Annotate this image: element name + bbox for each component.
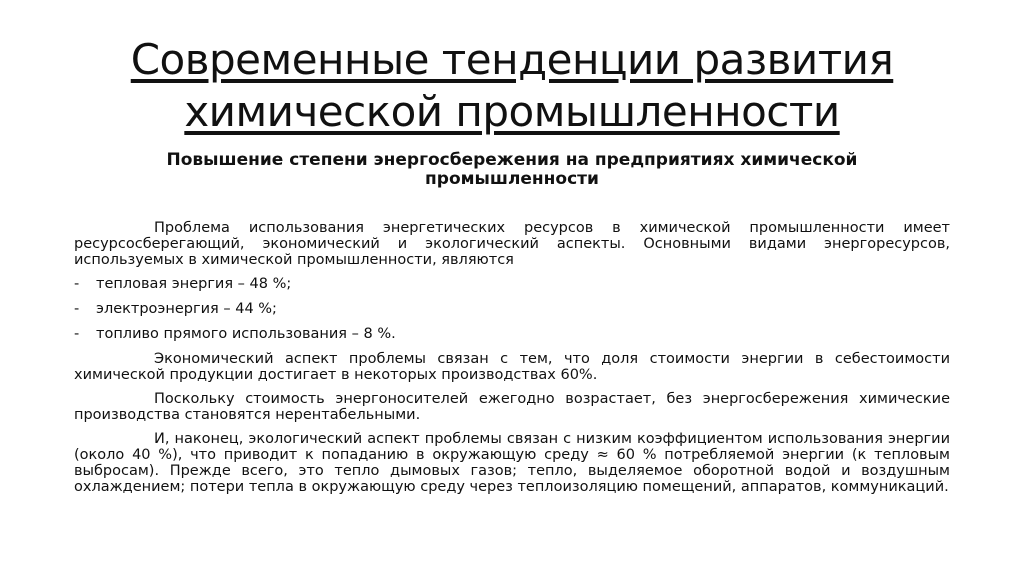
list-dash: -: [74, 326, 80, 342]
list-dash: -: [74, 301, 80, 317]
slide-subtitle: Повышение степени энергосбережения на предприятиях химической промышленности: [166, 150, 858, 189]
list-item-electricity: [74, 301, 950, 317]
slide-body: [74, 220, 950, 503]
paragraph-cost: Поскольку стоимость энергоносителей ежегодно возрастает, без энергосбережения химические производства становятся нерентабельными.: [74, 391, 950, 423]
paragraph-ecology: И, наконец, экологический аспект проблемы связан с низким коэффициентом использования энергии (около 40 %), что приводит к попаданию в окружающую среду ≈ 60 % потребляемой энергии (к тепловым выбросам). Прежде всего, это тепло дымовых газов; тепло, выделяемое оборотной водой и воздушным охлаждением; потери тепла в окружающую среду через теплоизоляцию помещений, аппаратов, коммуникаций.: [74, 431, 950, 495]
list-item-text: электроэнергия – 44 %;: [96, 301, 277, 317]
list-item-text: тепловая энергия – 48 %;: [96, 276, 292, 292]
slide-title-line-2: химической промышленности: [184, 87, 840, 136]
paragraph-economic: Экономический аспект проблемы связан с тем, что доля стоимости энергии в себестоимости химической продукции достигает в некоторых производствах 60%.: [74, 351, 950, 383]
slide-title: [0, 34, 1024, 138]
list-item-heat: [74, 276, 950, 292]
list-item-fuel: [74, 326, 950, 342]
slide-title-line-1: Современные тенденции развития: [130, 35, 894, 84]
paragraph-intro: Проблема использования энергетических ресурсов в химической промышленности имеет ресурсосберегающий, экономический и экологический аспекты. Основными видами энергоресурсов, используемых в химической промышленности, являются: [74, 220, 950, 268]
list-item-text: топливо прямого использования – 8 %.: [96, 326, 396, 342]
list-dash: -: [74, 276, 80, 292]
